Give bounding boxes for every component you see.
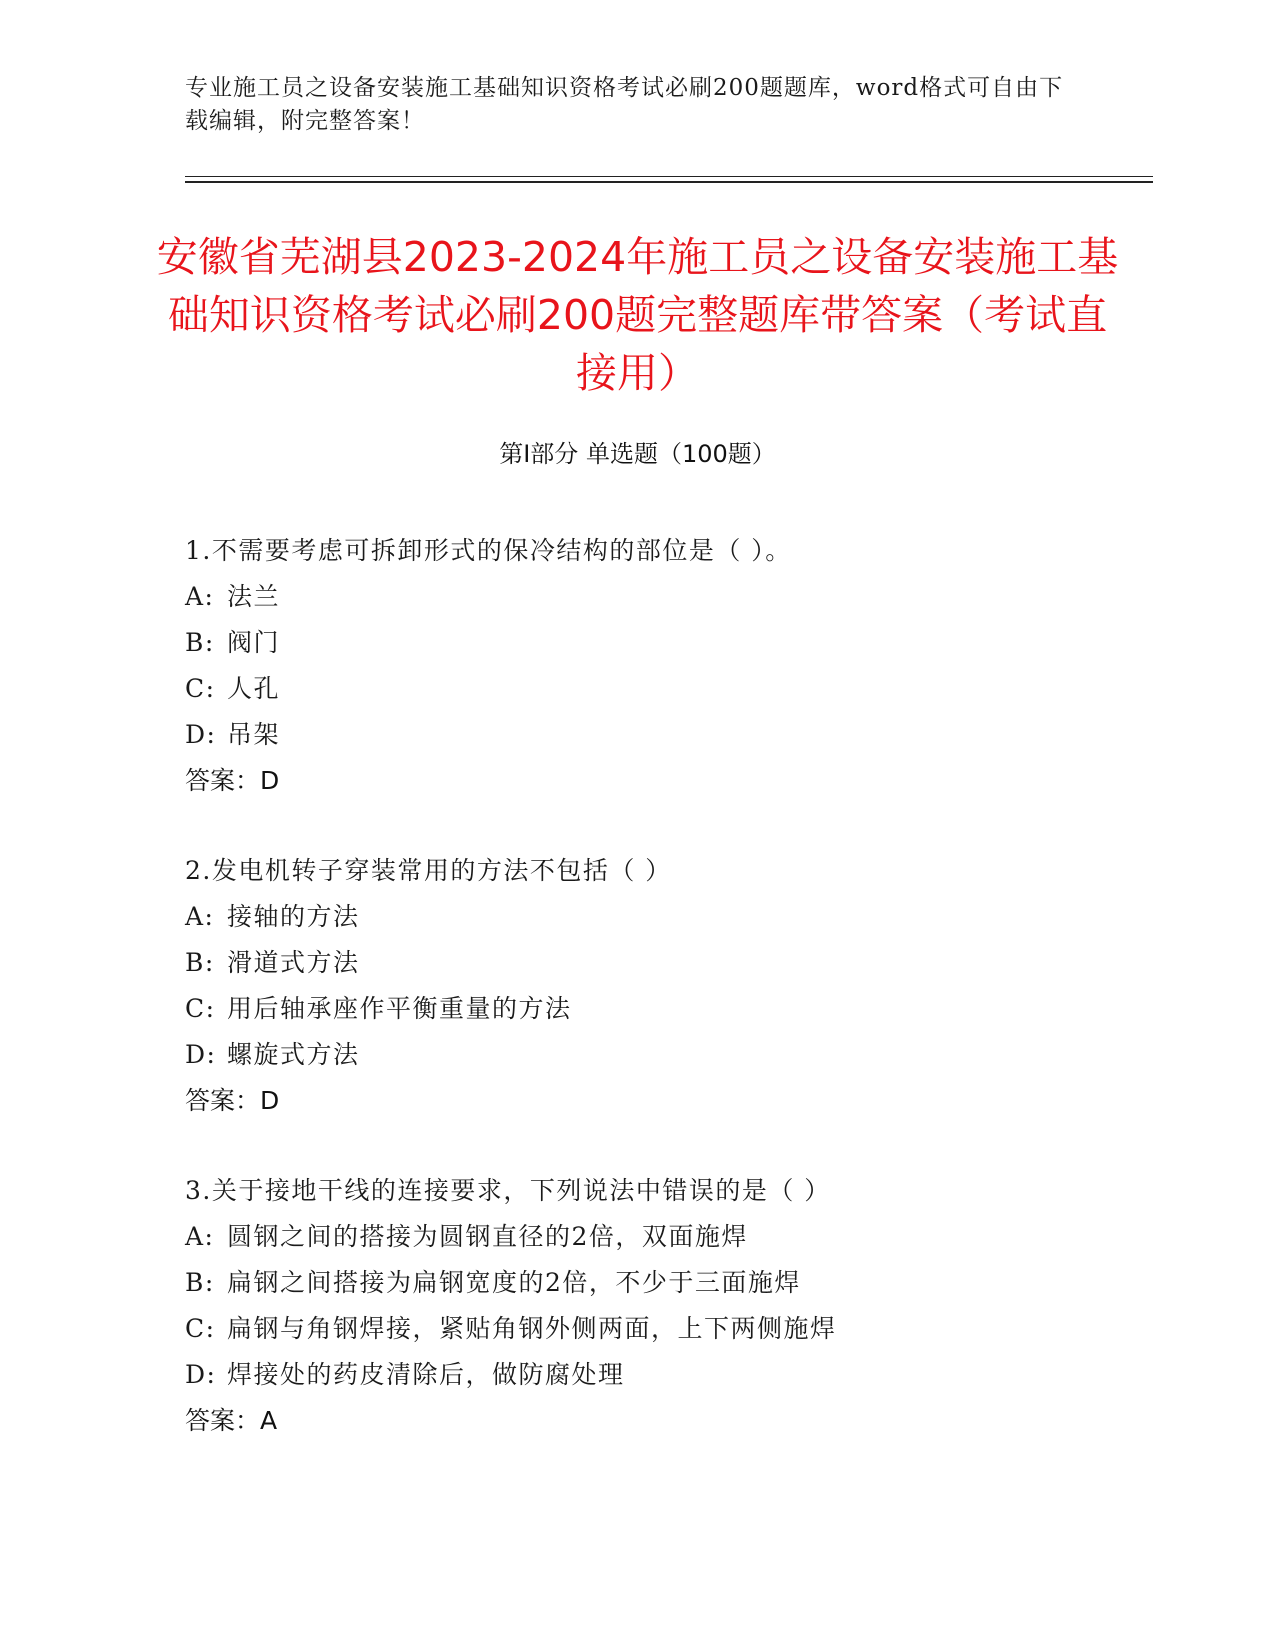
option-c — [185, 666, 1165, 712]
option-d — [185, 1032, 1165, 1078]
option-key: A: — [185, 582, 215, 611]
option-b — [185, 940, 1165, 986]
option-key: C: — [185, 674, 216, 703]
option-key: C: — [185, 1314, 216, 1343]
option-c — [185, 1306, 1165, 1352]
option-text: 圆钢之间的搭接为圆钢直径的2倍，双面施焊 — [227, 1222, 748, 1251]
header-divider-thin — [185, 176, 1153, 177]
option-text: 用后轴承座作平衡重量的方法 — [227, 994, 572, 1023]
option-text: 阀门 — [227, 628, 281, 657]
option-text: 法兰 — [227, 582, 281, 611]
answer-line: 答案：D — [185, 766, 280, 795]
option-key: B: — [185, 948, 215, 977]
question-stem: 1.不需要考虑可拆卸形式的保冷结构的部位是（ ）。 — [185, 536, 792, 565]
question-1 — [185, 528, 1165, 804]
section-title: 第I部分 单选题（100题） — [499, 440, 776, 468]
option-text: 扁钢与角钢焊接，紧贴角钢外侧两面，上下两侧施焊 — [227, 1314, 837, 1343]
answer-line: 答案：D — [185, 1086, 280, 1115]
question-list — [185, 528, 1165, 1488]
header-note: 专业施工员之设备安装施工基础知识资格考试必刷200题题库，word格式可自由下载编辑，附完整答案！ — [185, 75, 1064, 134]
option-key: D: — [185, 1040, 217, 1069]
option-key: B: — [185, 1268, 215, 1297]
option-text: 滑道式方法 — [227, 948, 360, 977]
option-c — [185, 986, 1165, 1032]
option-b — [185, 1260, 1165, 1306]
question-2 — [185, 848, 1165, 1124]
option-d — [185, 1352, 1165, 1398]
answer-line: 答案：A — [185, 1406, 278, 1435]
option-key: D: — [185, 1360, 217, 1389]
option-text: 人孔 — [227, 674, 281, 703]
option-text: 焊接处的药皮清除后，做防腐处理 — [227, 1360, 625, 1389]
question-3 — [185, 1168, 1165, 1444]
option-a — [185, 894, 1165, 940]
option-key: D: — [185, 720, 217, 749]
header-divider-thick — [185, 181, 1153, 183]
option-a — [185, 574, 1165, 620]
option-text: 扁钢之间搭接为扁钢宽度的2倍，不少于三面施焊 — [227, 1268, 801, 1297]
option-d — [185, 712, 1165, 758]
option-key: C: — [185, 994, 216, 1023]
document-title: 安徽省芜湖县2023-2024年施工员之设备安装施工基础知识资格考试必刷200题完整题库带答案（考试直接用） — [156, 233, 1119, 397]
option-b — [185, 620, 1165, 666]
option-text: 螺旋式方法 — [227, 1040, 360, 1069]
option-key: A: — [185, 902, 215, 931]
option-text: 接轴的方法 — [227, 902, 360, 931]
option-key: B: — [185, 628, 215, 657]
option-text: 吊架 — [227, 720, 281, 749]
option-key: A: — [185, 1222, 215, 1251]
question-stem: 3.关于接地干线的连接要求，下列说法中错误的是（ ） — [185, 1176, 831, 1205]
option-a — [185, 1214, 1165, 1260]
question-stem: 2.发电机转子穿装常用的方法不包括（ ） — [185, 856, 672, 885]
